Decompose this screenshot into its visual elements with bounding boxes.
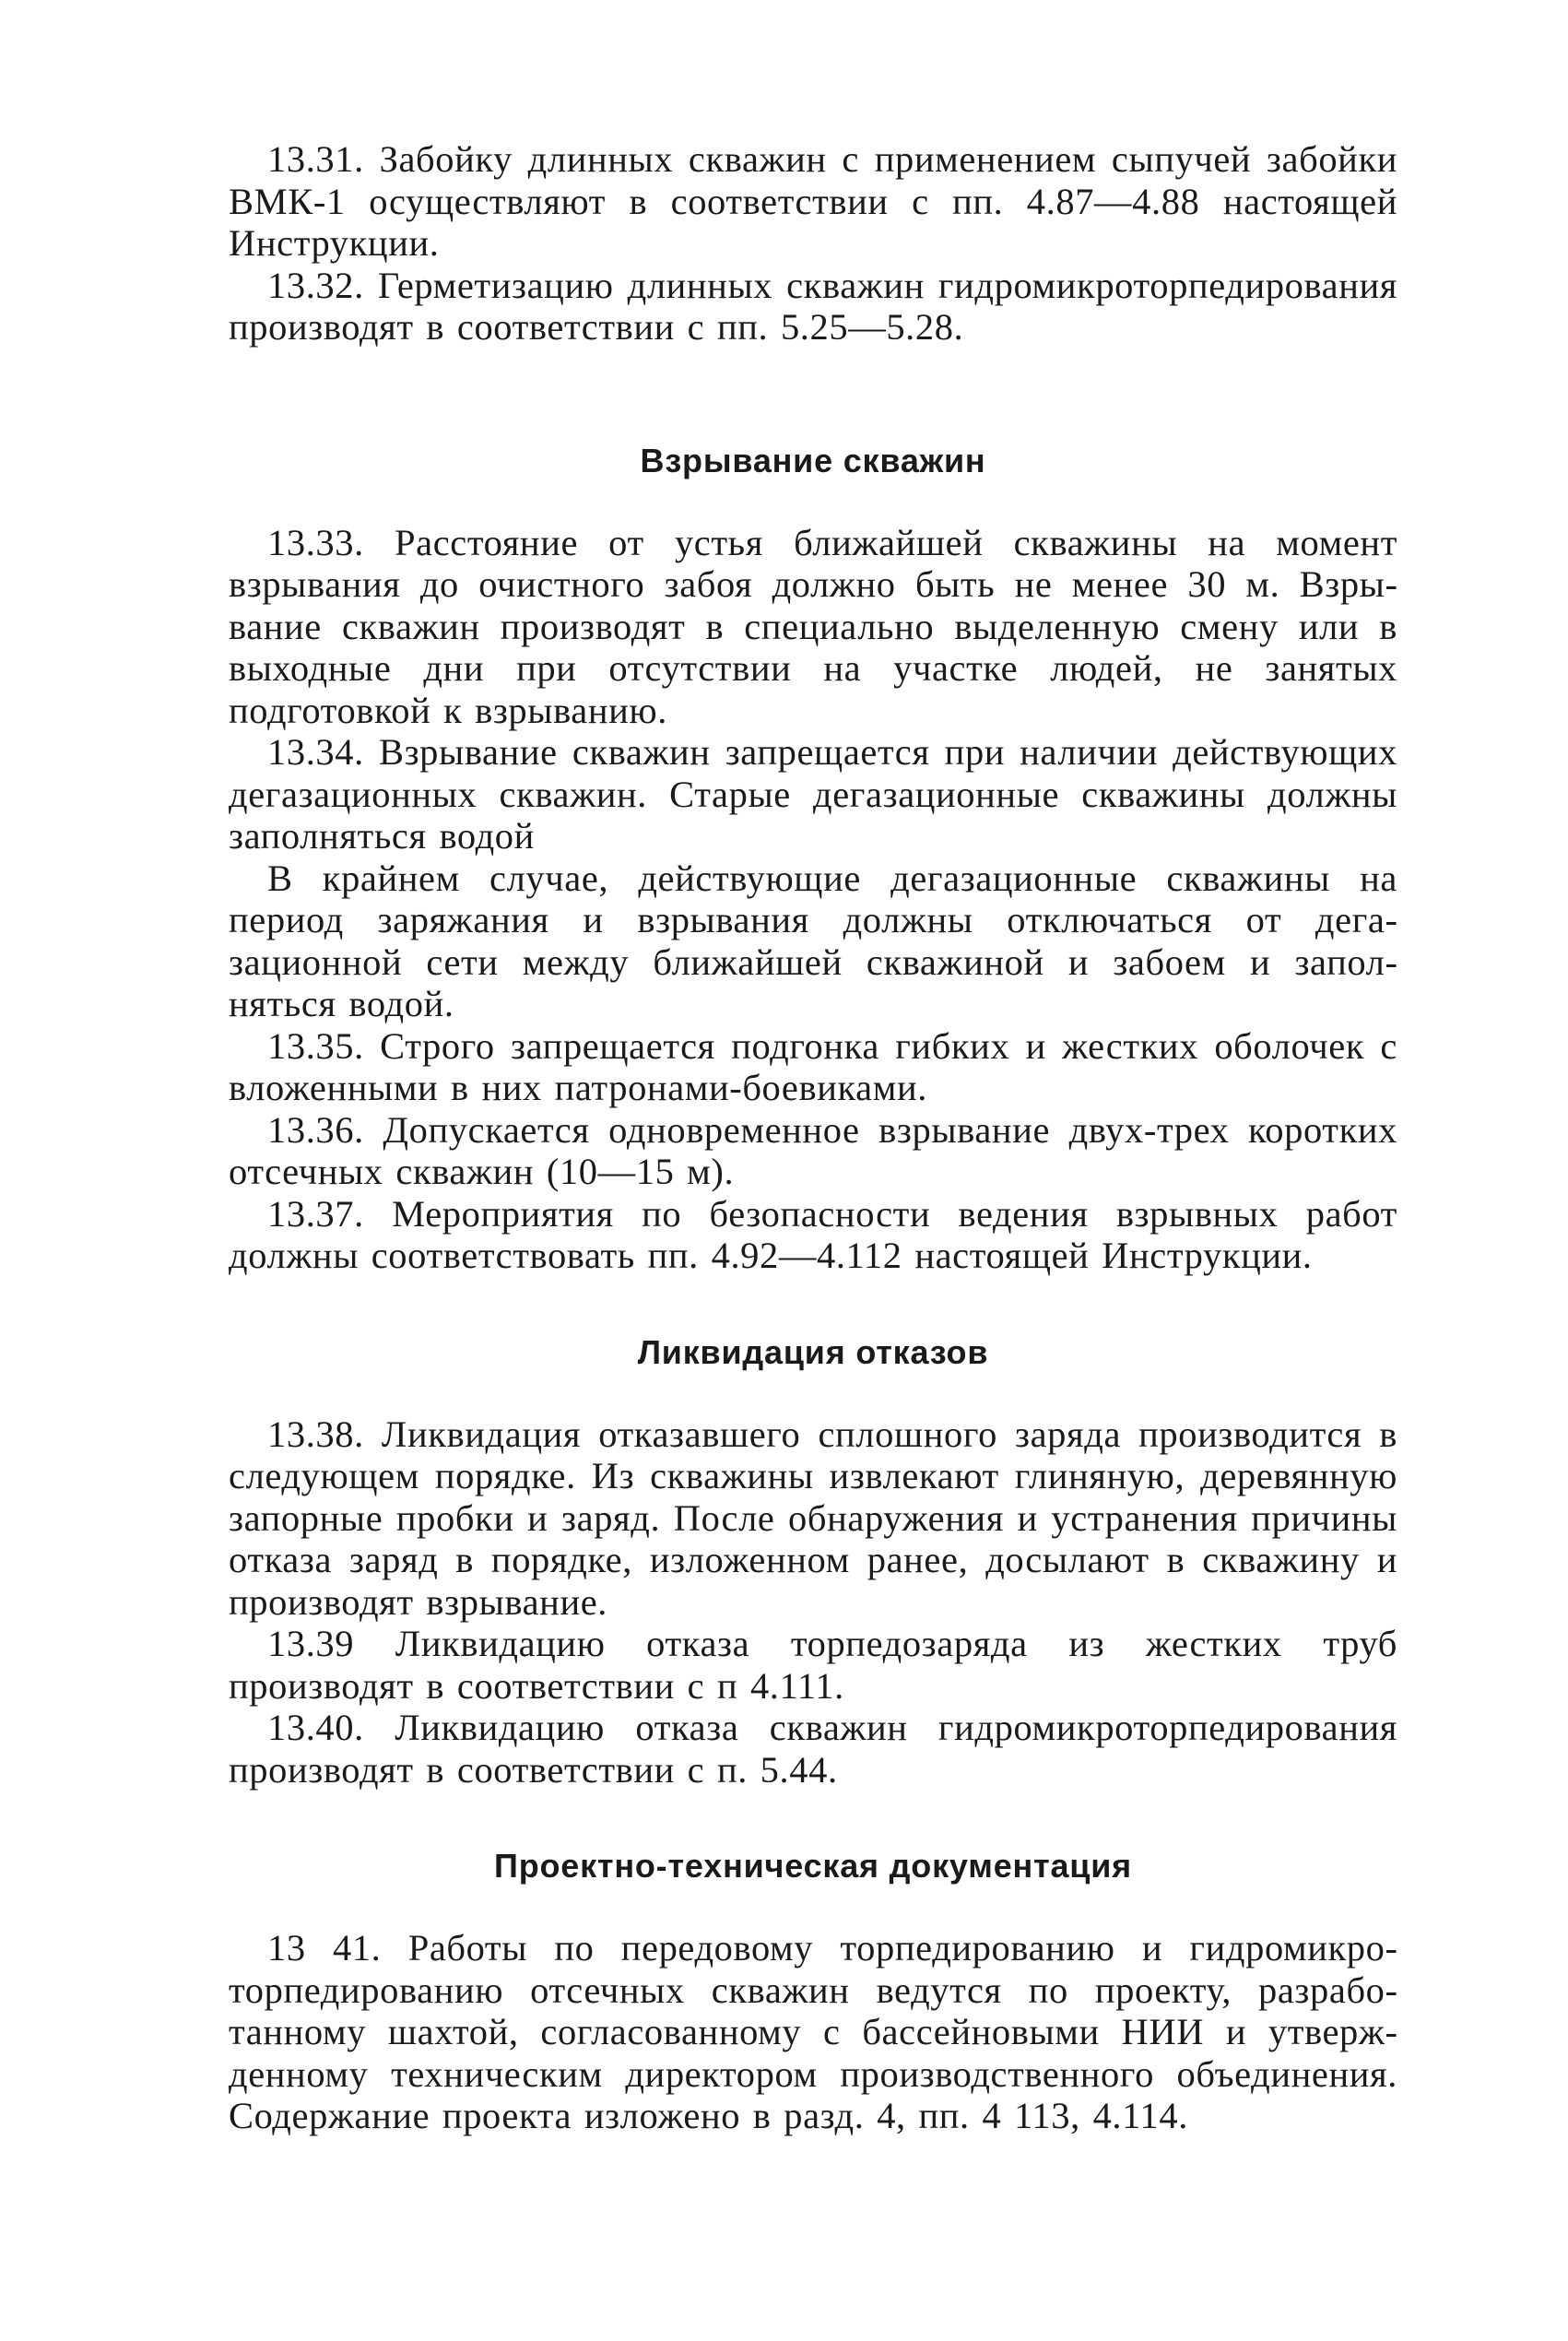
paragraph-13-35: 13.35. Строго запрещается подгонка гибких и жестких оболочек с вложенными в них патронами-боевиками. <box>229 1024 1397 1108</box>
paragraph-13-36: 13.36. Допускается одновременное взрывание двух-трех коротких отсечных скважин (10—15 м). <box>229 1108 1397 1192</box>
paragraph-13-39: 13.39 Ликвидацию отказа торпедозаряда из жестких труб производят в соответствии с п 4.111. <box>229 1623 1397 1707</box>
paragraph-13-38: 13.38. Ликвидация отказавшего сплошного заряда производится в следующем порядке. Из скважины извлекают глиняную, деревянную запорные пробки и заряд. После обнаружения и устранения причины отказа заряд в порядке, изложенном ранее, досылают в скважину и производят взрывание. <box>229 1413 1397 1623</box>
paragraph-13-32: 13.32. Герметизацию длинных скважин гидромикроторпедирования производят в соответствии с пп. 5.25—5.28. <box>229 264 1397 348</box>
spacer <box>229 349 1397 441</box>
section-heading-blasting: Взрывание скважин <box>640 441 986 479</box>
spacer <box>229 1886 1397 1927</box>
paragraph-13-33: 13.33. Расстояние от устья ближайшей скважины на момент взрывания до очистного забоя должно быть не менее 30 м. Взрывание скважин производят в специально выделенную смену или в выходные дни при отсутствии на участке людей, не занятых подготовкой к взрыванию. <box>229 521 1397 731</box>
paragraph-13-37: 13.37. Мероприятия по безопасности ведения взрывных работ должны соответствовать пп. 4.92—4.112 настоящей Инструкции. <box>229 1192 1397 1276</box>
spacer <box>229 481 1397 522</box>
document-page <box>229 138 1397 2137</box>
spacer <box>229 1791 1397 1846</box>
paragraph-13-40: 13.40. Ликвидацию отказа скважин гидромикроторпедирования производят в соответствии с п. 5.44. <box>229 1707 1397 1791</box>
paragraph-13-31: 13.31. Забойку длинных скважин с применением сыпучей забойки ВМК-1 осуществляют в соответствии с пп. 4.87—4.88 настоящей Инструкции. <box>229 138 1397 264</box>
paragraph-13-41: 13 41. Работы по передовому торпедированию и гидромикроторпедированию отсечных скважин ведутся по проекту, разработанному шахтой, согласованному с бассейновыми НИИ и утвержденному техническим директором производственного объединения. Содержание проекта изложено в разд. 4, пп. 4 113, 4.114. <box>229 1927 1397 2136</box>
paragraph-extreme-case: В крайнем случае, действующие дегазационные скважины на период заряжания и взрывания должны отключаться от дегазационной сети между ближайшей скважиной и забоем и заполняться водой. <box>229 857 1397 1024</box>
paragraph-13-34: 13.34. Взрывание скважин запрещается при наличии действующих дегазационных скважин. Старые дегазационные скважины должны заполняться водой <box>229 731 1397 857</box>
spacer <box>229 1277 1397 1332</box>
section-heading-documentation: Проектно-техническая документация <box>494 1847 1132 1885</box>
spacer <box>229 1373 1397 1413</box>
section-heading-misfires: Ликвидация отказов <box>637 1332 989 1371</box>
